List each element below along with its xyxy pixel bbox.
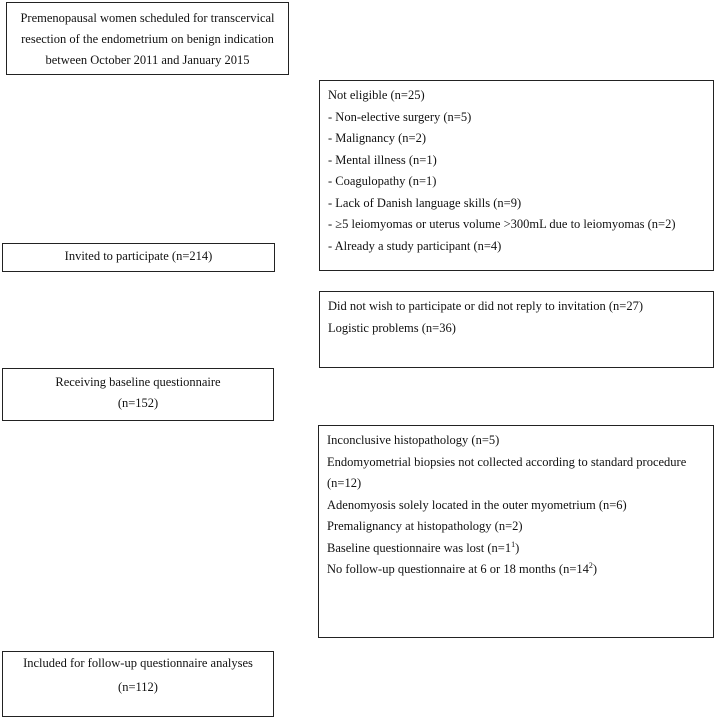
- included-count: (n=112): [118, 680, 158, 694]
- invited-box: [2, 243, 275, 272]
- invited-label: Invited to participate (n=214): [64, 249, 213, 263]
- excluded-item: Premalignancy at histopathology (n=2): [327, 519, 523, 533]
- included-line-1: Included for follow-up questionnaire analyses: [23, 656, 253, 670]
- baseline-lost-text: Baseline questionnaire was lost (n=1: [327, 540, 512, 555]
- not-eligible-item: - Non-elective surgery (n=5): [328, 109, 472, 124]
- not-eligible-item: - Lack of Danish language skills (n=9): [328, 195, 522, 210]
- baseline-count: (n=152): [117, 396, 159, 410]
- baseline-line-1: Receiving baseline questionnaire: [55, 375, 221, 389]
- included-box: [2, 651, 274, 717]
- footnote-marker-1: 1: [511, 539, 516, 549]
- excluded-item: (n=12): [327, 476, 362, 490]
- no-followup-text: No follow-up questionnaire at 6 or 18 months (n=14: [327, 562, 589, 576]
- not-eligible-item: - Already a study participant (n=4): [328, 238, 502, 253]
- excluded-item: Inconclusive histopathology (n=5): [327, 433, 500, 447]
- excluded-item-baseline-lost: [327, 538, 705, 560]
- declined-item: Did not wish to participate or did not reply to invitation (n=27): [328, 299, 643, 313]
- start-box-line-1: Premenopausal women scheduled for transcervical: [20, 11, 275, 25]
- excluded-box: [318, 425, 714, 638]
- excluded-item: Adenomyosis solely located in the outer myometrium (n=6): [327, 497, 627, 512]
- start-box-line-2: resection of the endometrium on benign indication: [21, 32, 274, 46]
- start-box: [6, 2, 289, 75]
- footnote-marker-2: 2: [588, 560, 593, 570]
- not-eligible-title: Not eligible (n=25): [328, 88, 425, 102]
- not-eligible-item: - Mental illness (n=1): [328, 152, 437, 167]
- excluded-item: Endomyometrial biopsies not collected according to standard procedure: [327, 454, 687, 469]
- declined-box: [319, 291, 714, 368]
- baseline-lost-close: ): [515, 540, 520, 555]
- start-box-line-3: between October 2011 and January 2015: [45, 53, 250, 67]
- declined-item: Logistic problems (n=36): [328, 320, 456, 335]
- no-followup-close: ): [592, 562, 598, 576]
- not-eligible-box: [319, 80, 714, 271]
- excluded-item-no-followup: [327, 559, 705, 581]
- baseline-box: [2, 368, 274, 421]
- not-eligible-item: - ≥5 leiomyomas or uterus volume >300mL due to leiomyomas (n=2): [328, 217, 676, 231]
- not-eligible-item: - Malignancy (n=2): [328, 131, 426, 145]
- not-eligible-item: - Coagulopathy (n=1): [328, 174, 437, 188]
